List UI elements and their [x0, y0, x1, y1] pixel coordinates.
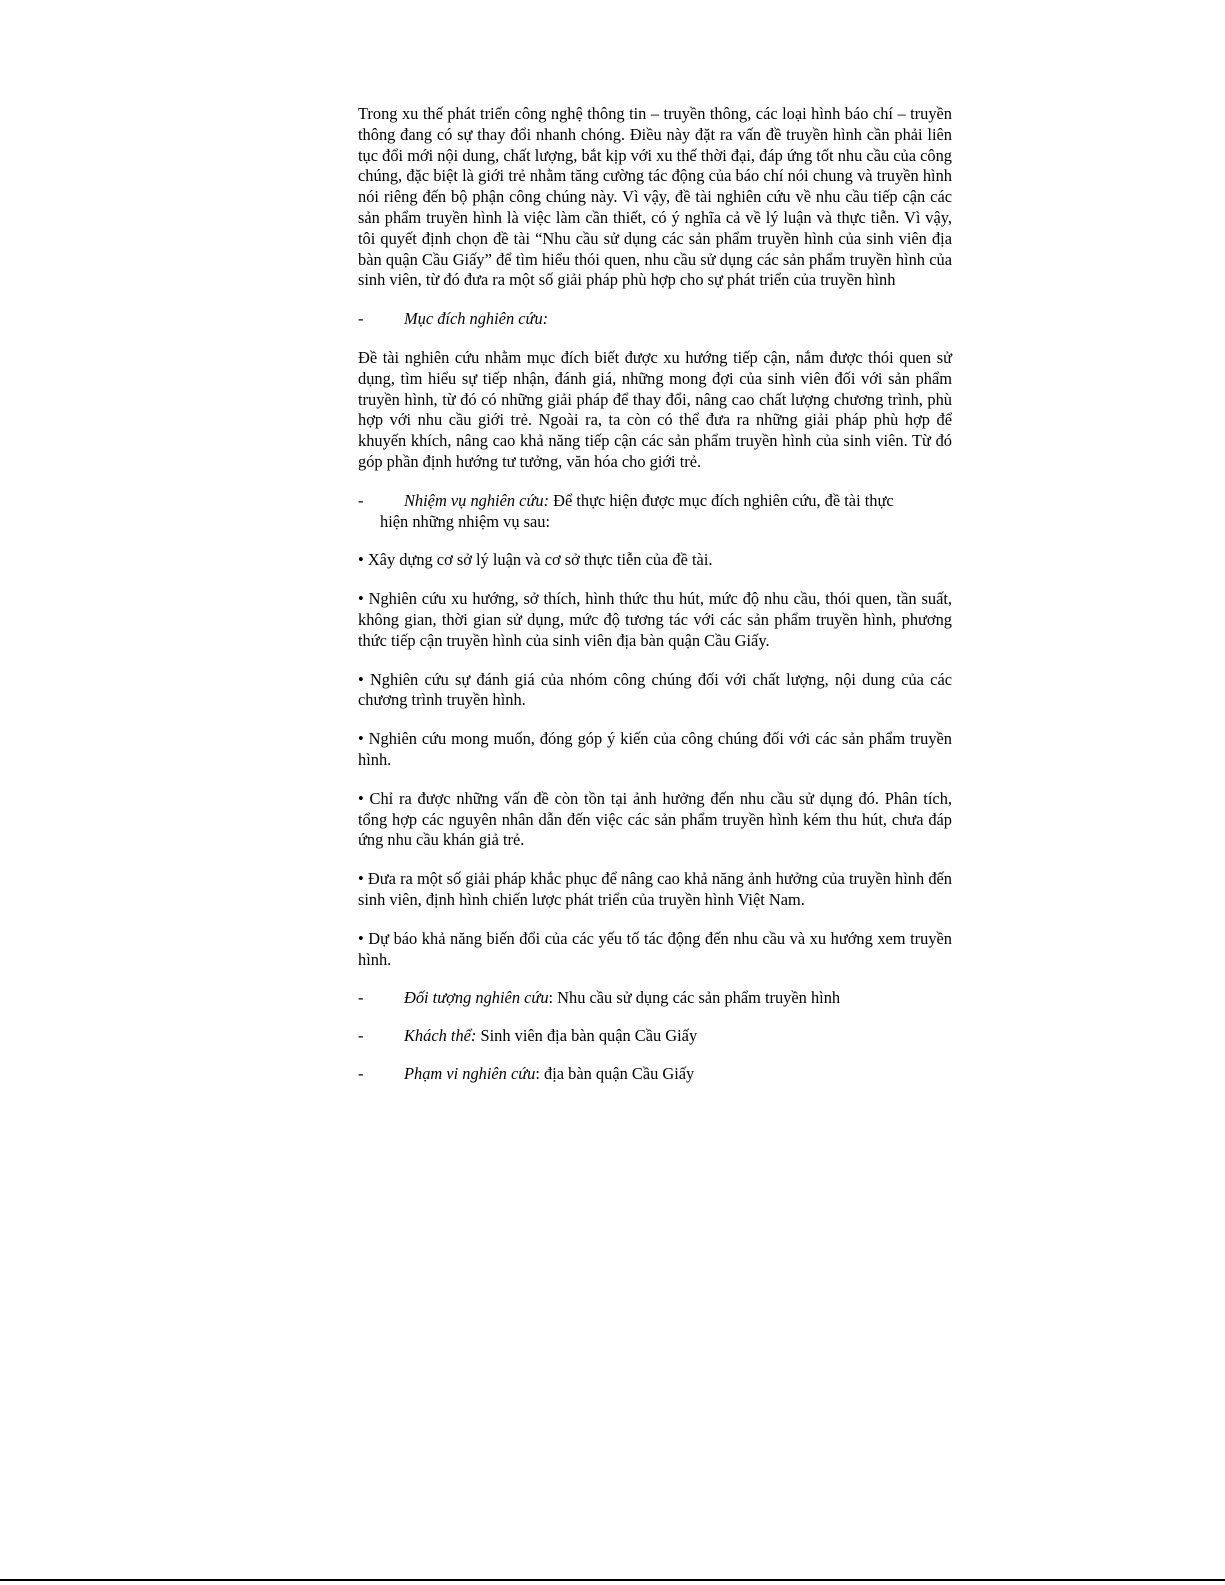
- bullet-item: • Nghiên cứu mong muốn, đóng góp ý kiến của công chúng đối với các sản phẩm truyền hình.: [358, 729, 952, 769]
- bullet-item: • Đưa ra một số giải pháp khắc phục để nâng cao khả năng ảnh hưởng của truyền hình đến sinh viên, định hình chiến lược phát triển của truyền hình Việt Nam.: [358, 869, 952, 909]
- tasks-intro-line2: hiện những nhiệm vụ sau:: [380, 511, 551, 531]
- tasks-heading-row: [358, 491, 952, 533]
- object-heading: Khách thể:: [404, 1026, 477, 1046]
- object-row: [358, 1026, 952, 1047]
- bullet-item: • Nghiên cứu xu hướng, sở thích, hình thức thu hút, mức độ nhu cầu, thói quen, tần suất, không gian, thời gian sử dụng, mức độ tương tác với các sản phẩm truyền hình, phương thức tiếp cận truyền hình của sinh viên địa bàn quận Cầu Giấy.: [358, 589, 952, 650]
- subject-heading: Đối tượng nghiên cứu: [404, 988, 549, 1008]
- subject-text: : Nhu cầu sử dụng các sản phẩm truyền hình: [548, 988, 841, 1008]
- subject-row: [358, 988, 952, 1009]
- tasks-intro-line1: Để thực hiện được mục đích nghiên cứu, đề tài thực: [549, 490, 894, 510]
- bullet-item: • Chỉ ra được những vấn đề còn tồn tại ảnh hưởng đến nhu cầu sử dụng đó. Phân tích, tổng hợp các nguyên nhân dẫn đến việc các sản phẩm truyền hình kém thu hút, chưa đáp ứng nhu cầu khán giả trẻ.: [358, 788, 952, 850]
- bullet-item: • Xây dựng cơ sở lý luận và cơ sở thực tiễn của đề tài.: [358, 550, 713, 570]
- scope-row: [358, 1064, 952, 1085]
- scope-heading: Phạm vi nghiên cứu: [404, 1063, 536, 1083]
- purpose-heading: Mục đích nghiên cứu:: [404, 309, 549, 329]
- page-bottom-rule: [0, 1579, 1225, 1581]
- intro-paragraph: Trong xu thế phát triển công nghệ thông tin – truyền thông, các loại hình báo chí – truyền thông đang có sự thay đổi nhanh chóng. Điều này đặt ra vấn đề truyền hình cần phải liên tục đổi mới nội dung, chất lượng, bắt kịp với xu thế thời đại, đáp ứng tốt nhu cầu của công chúng, đặc biệt là giới trẻ nhằm tăng cường tác động của báo chí nói chung và truyền hình nói riêng đến bộ phận công chúng này. Vì vậy, đề tài nghiên cứu về nhu cầu tiếp cận các sản phẩm truyền hình là việc làm cần thiết, có ý nghĩa cả về lý luận và thực tiễn. Vì vậy, tôi quyết định chọn đề tài “Nhu cầu sử dụng các sản phẩm truyền hình của sinh viên địa bàn quận Cầu Giấy” để tìm hiểu thói quen, nhu cầu sử dụng các sản phẩm truyền hình của sinh viên, từ đó đưa ra một số giải pháp phù hợp cho sự phát triển của truyền hình: [358, 104, 952, 290]
- dash-marker: -: [358, 490, 364, 510]
- bullet-item: • Nghiên cứu sự đánh giá của nhóm công chúng đối với chất lượng, nội dung của các chương trình truyền hình.: [358, 669, 952, 710]
- bullet-item: • Dự báo khả năng biến đổi của các yếu tố tác động đến nhu cầu và xu hướng xem truyền hình.: [358, 928, 952, 969]
- dash-marker: -: [358, 1026, 364, 1046]
- object-text: Sinh viên địa bàn quận Cầu Giấy: [476, 1026, 698, 1046]
- purpose-heading-row: [358, 309, 952, 330]
- dash-marker: -: [358, 1063, 364, 1083]
- dash-marker: -: [358, 309, 364, 329]
- document-body: [358, 104, 952, 1085]
- scope-text: : địa bàn quận Cầu Giấy: [535, 1063, 695, 1083]
- dash-marker: -: [358, 988, 364, 1008]
- tasks-heading: Nhiệm vụ nghiên cứu:: [404, 490, 550, 510]
- purpose-paragraph: Đề tài nghiên cứu nhằm mục đích biết được xu hướng tiếp cận, nắm được thói quen sử dụng, tìm hiểu sự tiếp nhận, đánh giá, những mong đợi của sinh viên đối với sản phẩm truyền hình, từ đó có những giải pháp để thay đổi, nâng cao chất lượng chương trình, phù hợp với nhu cầu giới trẻ. Ngoài ra, ta còn có thể đưa ra những giải pháp phù hợp để khuyến khích, nâng cao khả năng tiếp cận các sản phẩm truyền hình của sinh viên. Từ đó góp phần định hướng tư tưởng, văn hóa cho giới trẻ.: [358, 347, 952, 471]
